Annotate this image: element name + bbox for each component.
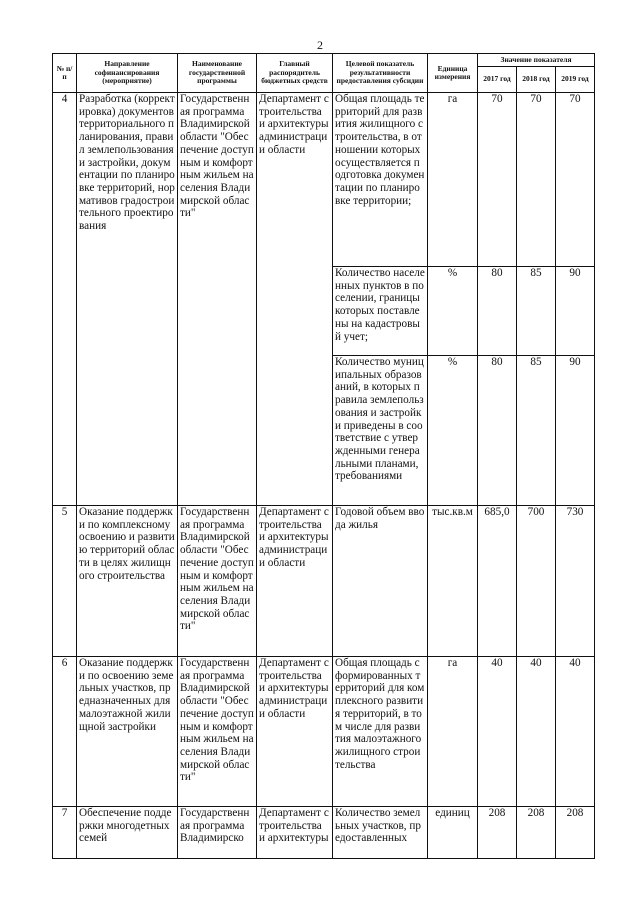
value-2019-cell: 40 xyxy=(556,657,595,807)
header-num: № п/п xyxy=(53,54,77,93)
indicator-cell: Количество земельных участков, предоставленных xyxy=(333,807,428,859)
header-value-group: Значение показателя xyxy=(478,54,595,67)
direction-cell: Разработка (корректировка) документов территориального планирования, правил землепользования и застройки, документации по планировке территорий, нормативов градостроительного проектирования xyxy=(77,93,178,506)
row-number: 5 xyxy=(53,506,77,657)
manager-cell: Департамент строительства и архитектуры администрации области xyxy=(257,657,333,807)
indicators-table xyxy=(52,53,595,859)
value-2019-cell: 90 xyxy=(556,267,595,356)
value-2019-cell: 208 xyxy=(556,807,595,859)
header-year-2019: 2019 год xyxy=(556,67,595,93)
table-row xyxy=(53,657,595,807)
value-2017-cell: 208 xyxy=(478,807,517,859)
program-cell: Государственная программа Владимирской области "Обеспечение доступным и комфортным жильем населения Владимирской области" xyxy=(178,657,257,807)
value-2017-cell: 80 xyxy=(478,267,517,356)
unit-cell: тыс.кв.м xyxy=(428,506,478,657)
header-year-2018: 2018 год xyxy=(517,67,556,93)
indicator-cell: Общая площадь сформированных территорий для комплексного развития территорий, в том числе для развития малоэтажного жилищного строительства xyxy=(333,657,428,807)
unit-cell: % xyxy=(428,356,478,506)
manager-cell: Департамент строительства и архитектуры администрации области xyxy=(257,93,333,506)
program-cell: Государственная программа Владимирско xyxy=(178,807,257,859)
indicator-cell: Годовой объем ввода жилья xyxy=(333,506,428,657)
unit-cell: % xyxy=(428,267,478,356)
header-direction: Направление софинансирования (мероприятие) xyxy=(77,54,178,93)
unit-cell: единиц xyxy=(428,807,478,859)
page-number: 2 xyxy=(317,38,323,52)
header-year-2017: 2017 год xyxy=(478,67,517,93)
unit-cell: га xyxy=(428,93,478,267)
value-2018-cell: 700 xyxy=(517,506,556,657)
value-2018-cell: 208 xyxy=(517,807,556,859)
direction-cell: Обеспечение поддержки многодетных семей xyxy=(77,807,178,859)
value-2018-cell: 85 xyxy=(517,267,556,356)
indicator-cell: Количество населенных пунктов в поселении, границы которых поставлены на кадастровый учет; xyxy=(333,267,428,356)
value-2019-cell: 90 xyxy=(556,356,595,506)
table-row xyxy=(53,506,595,657)
value-2018-cell: 70 xyxy=(517,93,556,267)
indicator-cell: Количество муниципальных образований, в которых правила землепользования и застройки приведены в соответствие с утвержденными генеральными планами, требованиями xyxy=(333,356,428,506)
header-program: Наименование государственной программы xyxy=(178,54,257,93)
row-number: 6 xyxy=(53,657,77,807)
row-number: 7 xyxy=(53,807,77,859)
indicator-cell: Общая площадь территорий для развития жилищного строительства, в отношении которых осуществляется подготовка документации по планировке территории; xyxy=(333,93,428,267)
program-cell: Государственная программа Владимирской области "Обеспечение доступным и комфортным жильем населения Владимирской области" xyxy=(178,506,257,657)
header-manager: Главный распорядитель бюджетных средств xyxy=(257,54,333,93)
direction-cell: Оказание поддержки по комплексному освоению и развитию территорий области в целях жилищного строительства xyxy=(77,506,178,657)
header-indicator: Целевой показатель результативности предоставления субсидии xyxy=(333,54,428,93)
value-2017-cell: 40 xyxy=(478,657,517,807)
value-2018-cell: 40 xyxy=(517,657,556,807)
manager-cell: Департамент строительства и архитектуры администрации области xyxy=(257,506,333,657)
unit-cell: га xyxy=(428,657,478,807)
direction-cell: Оказание поддержки по освоению земельных участков, предназначенных для малоэтажной жилищной застройки xyxy=(77,657,178,807)
table-row xyxy=(53,93,595,267)
value-2017-cell: 80 xyxy=(478,356,517,506)
table-row xyxy=(53,807,595,859)
header-unit: Единица измерения xyxy=(428,54,478,93)
value-2018-cell: 85 xyxy=(517,356,556,506)
value-2019-cell: 70 xyxy=(556,93,595,267)
manager-cell: Департамент строительства и архитектуры xyxy=(257,807,333,859)
value-2017-cell: 685,0 xyxy=(478,506,517,657)
row-number: 4 xyxy=(53,93,77,506)
program-cell: Государственная программа Владимирской области "Обеспечение доступным и комфортным жильем населения Владимирской области" xyxy=(178,93,257,506)
value-2017-cell: 70 xyxy=(478,93,517,267)
value-2019-cell: 730 xyxy=(556,506,595,657)
